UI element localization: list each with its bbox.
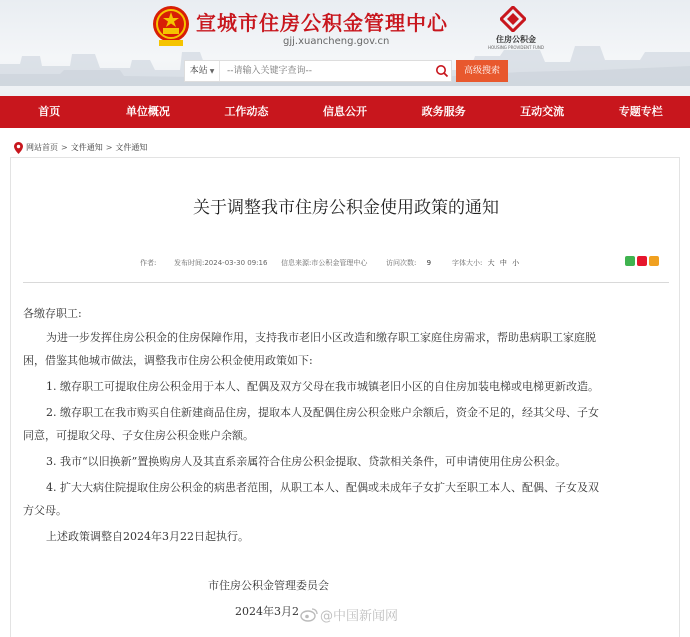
nav-item-overview[interactable]: 单位概况 [125, 105, 170, 118]
meta-visits-label: 访问次数: [386, 259, 417, 267]
signature-date: 2024年3月2 [235, 605, 299, 618]
article-title: 关于调整我市住房公积金使用政策的通知 [193, 198, 499, 218]
nav-item-interaction[interactable]: 互动交流 [520, 105, 565, 118]
search-box [184, 60, 452, 82]
search-scope-select[interactable] [185, 61, 220, 81]
search-scope-label: 本站 [189, 66, 208, 76]
paragraph-intro-line-1: 为进一步发挥住房公积金的住房保障作用，支持我市老旧小区改造和缴存职工家庭住房需求，帮助患病职工家庭脱 [46, 331, 596, 344]
meta-visits-count: 9 [426, 259, 432, 267]
watermark-text: @中国新闻网 [320, 608, 399, 624]
paragraph-item-2-line-2: 同意，可提取父母、子女住房公积金账户余额。 [23, 429, 254, 442]
signature-organization: 市住房公积金管理委员会 [208, 579, 329, 592]
meta-author: 作者: [140, 259, 157, 267]
nav-item-home[interactable]: 首页 [38, 105, 61, 118]
paragraph-item-4-line-2: 方父母。 [23, 504, 67, 517]
site-title[interactable]: 宣城市住房公积金管理中心 [196, 11, 448, 35]
font-size-medium[interactable]: 中 [499, 259, 507, 267]
paragraph-effective-date: 上述政策调整自2024年3月22日起执行。 [46, 530, 249, 543]
site-domain: gjj.xuancheng.gov.cn [283, 36, 390, 47]
meta-divider [23, 282, 669, 283]
advanced-search-button[interactable]: 高级搜索 [456, 60, 508, 82]
logo-subtext: HOUSING PROVIDENT FUND [488, 45, 544, 50]
chevron-down-icon: ▼ [209, 68, 215, 75]
housing-fund-logo-icon [500, 6, 526, 32]
nav-item-topics[interactable]: 专题专栏 [618, 105, 663, 118]
share-buttons [625, 256, 659, 266]
paragraph-intro-line-2: 困，借鉴其他城市做法，调整我市住房公积金使用政策如下: [23, 354, 313, 367]
paragraph-item-3: 3. 我市“以旧换新”置换购房人及其直系亲属符合住房公积金提取、贷款相关条件，可申请使用住房公积金。 [46, 455, 567, 468]
salutation: 各缴存职工: [23, 307, 82, 320]
paragraph-item-4-line-1: 4. 扩大大病住院提取住房公积金的病患者范围，从职工本人、配偶或未成年子女扩大至职工本人、配偶、子女及双 [46, 481, 599, 494]
housing-fund-logo[interactable] [486, 6, 546, 52]
watermark [300, 603, 398, 625]
nav-item-services[interactable]: 政务服务 [421, 105, 466, 118]
breadcrumb-current[interactable]: 文件通知 [115, 143, 148, 152]
article-panel [10, 157, 680, 637]
breadcrumb-category-link[interactable]: 文件通知 [70, 143, 103, 152]
nav-item-news[interactable]: 工作动态 [224, 105, 269, 118]
font-size-small[interactable]: 小 [512, 259, 520, 267]
logo-text: 住房公积金 [496, 35, 536, 44]
search-input[interactable] [223, 62, 431, 80]
breadcrumb-separator: > [105, 143, 113, 152]
location-pin-icon [14, 142, 23, 154]
meta-publish-time: 发布时间:2024-03-30 09:16 [174, 259, 268, 267]
national-emblem-icon [151, 4, 191, 48]
main-nav [0, 96, 690, 128]
meta-font-size [452, 258, 519, 268]
paragraph-item-1: 1. 缴存职工可提取住房公积金用于本人、配偶及双方父母在我市城镇老旧小区的自住房加装电梯或电梯更新改造。 [46, 380, 599, 393]
paragraph-item-2-line-1: 2. 缴存职工在我市购买自住新建商品住房，提取本人及配偶住房公积金账户余额后，资金不足的，经其父母、子女 [46, 406, 599, 419]
breadcrumb [14, 141, 147, 155]
meta-source: 信息来源:市公积金管理中心 [281, 259, 368, 267]
site-header [0, 0, 690, 96]
weibo-share-icon[interactable] [637, 256, 647, 266]
search-icon[interactable] [435, 64, 449, 78]
font-size-large[interactable]: 大 [487, 259, 495, 267]
font-size-label: 字体大小: [452, 259, 483, 267]
wechat-share-icon[interactable] [625, 256, 635, 266]
weibo-icon [300, 607, 318, 622]
nav-item-disclosure[interactable]: 信息公开 [323, 105, 368, 118]
breadcrumb-home-link[interactable]: 网站首页 [26, 143, 58, 152]
article-meta [11, 256, 681, 270]
qzone-share-icon[interactable] [649, 256, 659, 266]
meta-visits [386, 258, 431, 268]
breadcrumb-separator: > [61, 143, 68, 152]
